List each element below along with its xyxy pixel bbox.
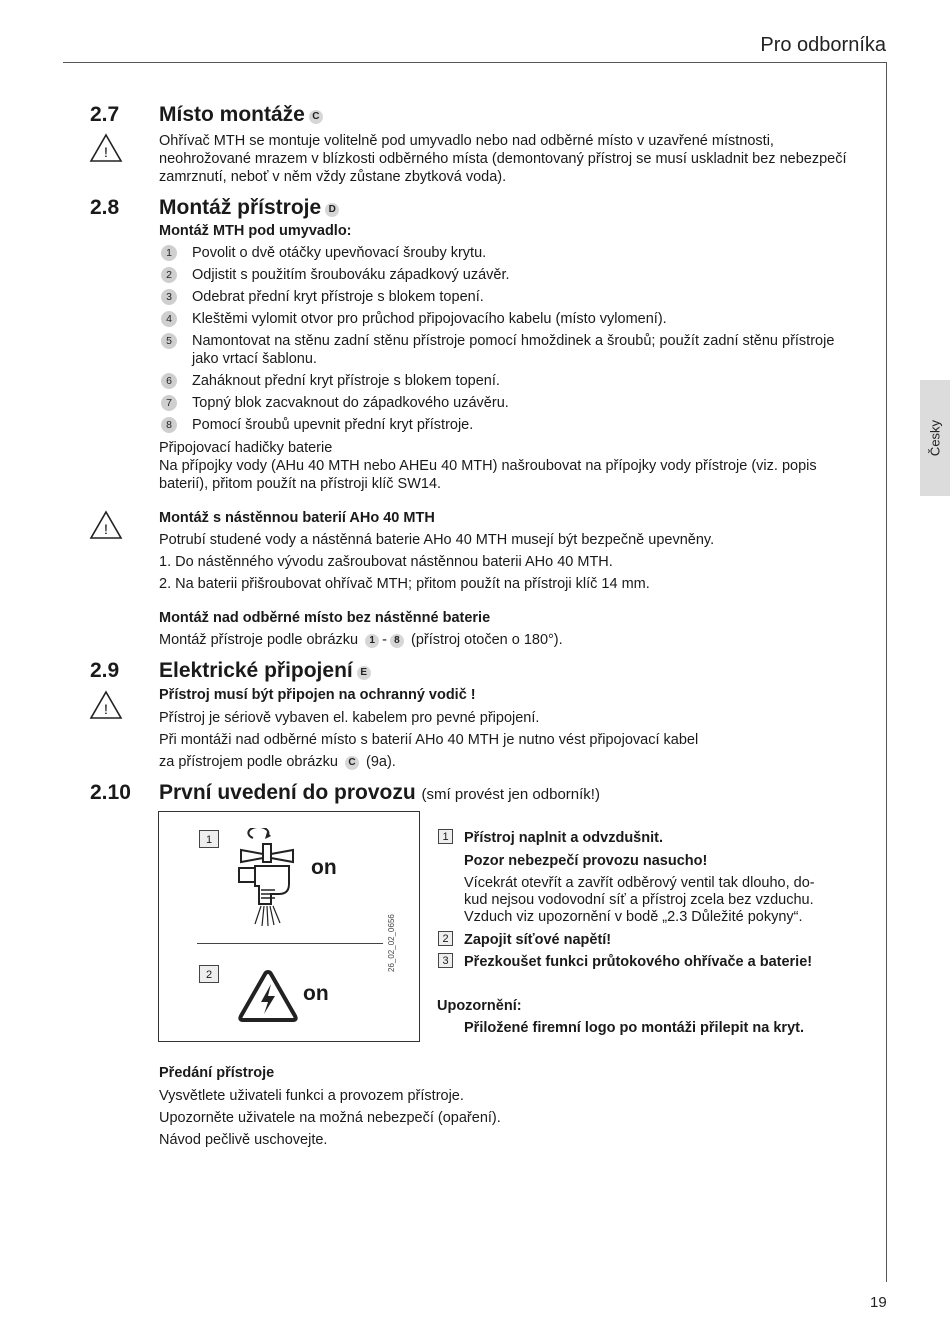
section-title [159, 781, 600, 805]
right-margin-rule [886, 62, 887, 1282]
step-number: 2 [161, 267, 177, 283]
subheading: Montáž s nástěnnou baterií AHo 40 MTH [159, 510, 435, 526]
notice-text: Přiložené firemní logo po montáži přilepit na kryt. [464, 1020, 804, 1036]
item-text: kud nejsou vodovodní síť a přístroj zcela bez vzduchu. [464, 892, 814, 908]
text-part: (9a). [365, 754, 396, 770]
list-item [159, 332, 859, 368]
step-text: Zaháknout přední kryt přístroje s blokem topení. [192, 373, 500, 389]
section-title [159, 103, 323, 127]
subheading: Montáž nad odběrné místo bez nástěnné baterie [159, 610, 491, 626]
paragraph: Přístroj je sériově vybaven el. kabelem pro pevné připojení. [159, 710, 540, 726]
notice-title: Upozornění: [437, 998, 522, 1014]
step-number: 5 [161, 333, 177, 349]
paragraph-heading: Připojovací hadičky baterie [159, 440, 333, 456]
step-number: 4 [161, 311, 177, 327]
list-item [159, 394, 859, 412]
figure-ref-badge: D [325, 203, 339, 217]
running-header: Pro odborníka [760, 34, 886, 56]
item-number-box: 2 [438, 931, 453, 946]
paragraph [159, 753, 859, 771]
svg-text:!: ! [104, 701, 108, 717]
figure-ref-badge: 8 [390, 634, 404, 648]
item-text: Vícekrát otevřít a zavřít odběrový ventil tak dlouho, do- [464, 875, 815, 891]
step-text: Namontovat na stěnu zadní stěnu přístroje pomocí hmoždinek a šroubů; použít zadní stěnu přístroje jako vrtací šablonu. [192, 333, 835, 367]
paragraph: Potrubí studené vody a nástěnná baterie AHo 40 MTH musejí být bezpečně upevněny. [159, 532, 715, 548]
step-number: 8 [161, 417, 177, 433]
step-text: Povolit o dvě otáčky upevňovací šrouby krytu. [192, 245, 487, 261]
paragraph: Návod pečlivě uschovejte. [159, 1132, 328, 1148]
text-part: za přístrojem podle obrázku [159, 754, 338, 770]
paragraph: Při montáži nad odběrné místo s baterií AHo 40 MTH je nutno vést připojovací kabel [159, 732, 699, 748]
section-title-note: (smí provést jen odborník!) [421, 786, 600, 803]
warning-icon [89, 133, 123, 163]
step-text: Pomocí šroubů upevnit přední kryt přístroje. [192, 417, 474, 433]
step-number: 6 [161, 373, 177, 389]
figure-step-box: 1 [199, 830, 219, 848]
high-voltage-warning-icon [237, 968, 299, 1024]
page-number: 19 [870, 1294, 887, 1311]
figure-step-box: 2 [199, 965, 219, 983]
section-title-text: Elektrické připojení [159, 659, 353, 682]
step-text: Kleštěmi vylomit otvor pro průchod připojovacího kabelu (místo vylomení). [192, 311, 667, 327]
on-label: on [311, 856, 337, 879]
svg-text:!: ! [104, 144, 108, 160]
section-number: 2.7 [90, 103, 120, 126]
text-part: (přístroj otočen o 180°). [410, 632, 563, 648]
language-tab [920, 380, 950, 496]
item-subtitle: Pozor nebezpečí provozu nasucho! [464, 853, 708, 869]
figure-ref-badge: C [309, 110, 323, 124]
section-title-text: První uvedení do provozu [159, 781, 416, 804]
svg-text:!: ! [104, 521, 108, 537]
subheading: Přístroj musí být připojen na ochranný vodič ! [159, 687, 476, 703]
step-text: Odjistit s použitím šroubováku západkový uzávěr. [192, 267, 510, 283]
paragraph: Upozorněte uživatele na možná nebezpečí (opaření). [159, 1110, 501, 1126]
paragraph: Ohřívač MTH se montuje volitelně pod umyvadlo nebo nad odběrné místo v uzavřené místnosti, neohrožované mrazem v blízkosti odběrného místa (demontovaný přístroj se musí uskladnit bez nebezpečí zamrznutí, neboť v něm vždy zůstane zbytková voda). [159, 133, 847, 185]
step-text: Topný blok zacvaknout do západkového uzávěru. [192, 395, 509, 411]
water-tap-icon [231, 828, 311, 928]
language-tab-label: Česky [927, 419, 943, 457]
paragraph: Na přípojky vody (AHu 40 MTH nebo AHEu 40 MTH) našroubovat na přípojky vody přístroje (viz. popis baterií), přitom použít na přístroji klíč SW14. [159, 458, 817, 492]
text-part: - [382, 632, 387, 648]
header-rule [63, 62, 887, 63]
paragraph [159, 631, 859, 649]
item-title: Přezkoušet funkci průtokového ohřívače a baterie! [464, 954, 813, 970]
list-item [159, 372, 859, 390]
step-number: 1 [161, 245, 177, 261]
item-number-box: 1 [438, 829, 453, 844]
subheading: Montáž MTH pod umyvadlo: [159, 223, 352, 239]
on-label: on [303, 982, 329, 1005]
list-item [159, 266, 859, 284]
paragraph: Vysvětlete uživateli funkci a provozem přístroje. [159, 1088, 464, 1104]
figure-divider [197, 943, 383, 944]
section-title-text: Místo montáže [159, 103, 305, 126]
item-title: Přístroj naplnit a odvzdušnit. [464, 830, 663, 846]
list-item [159, 310, 859, 328]
figure-code: 26_02_02_0656 [387, 914, 396, 972]
figure-ref-badge: E [357, 666, 371, 680]
section-title [159, 659, 371, 683]
warning-icon [89, 690, 123, 720]
figure-ref-badge: C [345, 756, 359, 770]
list-item [159, 244, 859, 262]
section-number: 2.8 [90, 196, 120, 219]
list-item [159, 416, 859, 434]
step-number: 7 [161, 395, 177, 411]
section-title-text: Montáž přístroje [159, 196, 322, 219]
paragraph: 2. Na baterii přišroubovat ohřívač MTH; přitom použít na přístroji klíč 14 mm. [159, 576, 650, 592]
warning-icon [89, 510, 123, 540]
section-number: 2.9 [90, 659, 120, 682]
list-item [159, 288, 859, 306]
startup-figure [158, 811, 420, 1042]
step-text: Odebrat přední kryt přístroje s blokem topení. [192, 289, 484, 305]
subheading: Předání přístroje [159, 1065, 275, 1081]
step-number: 3 [161, 289, 177, 305]
item-title: Zapojit síťové napětí! [464, 932, 612, 948]
paragraph: 1. Do nástěnného vývodu zašroubovat nástěnnou baterii AHo 40 MTH. [159, 554, 613, 570]
text-part: Montáž přístroje podle obrázku [159, 632, 359, 648]
figure-ref-badge: 1 [365, 634, 379, 648]
section-number: 2.10 [90, 781, 131, 804]
item-text: Vzduch viz upozornění v bodě „2.3 Důležité pokyny“. [464, 909, 803, 925]
section-title [159, 196, 339, 220]
item-number-box: 3 [438, 953, 453, 968]
